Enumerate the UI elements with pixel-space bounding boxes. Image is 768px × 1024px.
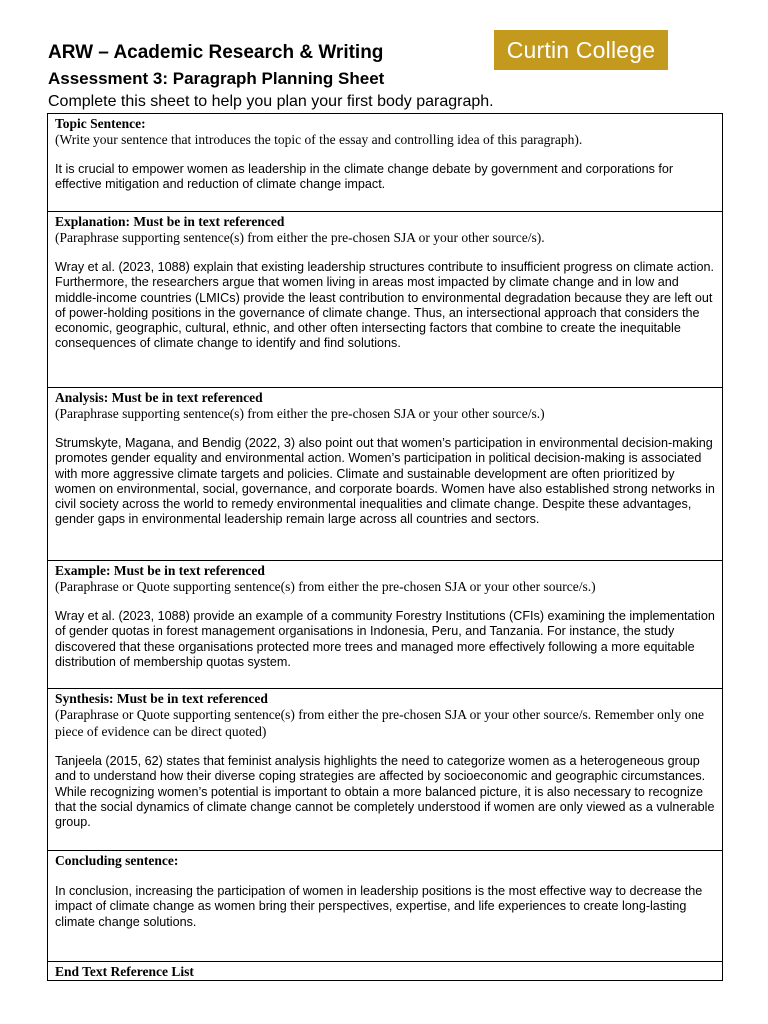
planning-sheet-table [47,113,723,981]
section-title: Concluding sentence: [55,853,179,868]
section-title: Analysis: Must be in text referenced [55,390,263,405]
section-instruction: (Write your sentence that introduces the topic of the essay and controlling idea of this paragraph). [55,132,583,147]
explanation-section [48,212,722,388]
section-body: It is crucial to empower women as leadership in the climate change debate by government and corporations for effective mitigation and reduction of climate change impact. [55,162,674,192]
reference-list-section [48,962,722,981]
example-section [48,561,722,689]
concluding-sentence-section [48,851,722,962]
section-title: Synthesis: Must be in text referenced [55,691,268,706]
curtin-college-logo: Curtin College [494,30,668,70]
section-body: Wray et al. (2023, 1088) provide an example of a community Forestry Institutions (CFIs) examining the implementation of gender quotas in forest management organisations in Indonesia, Peru, and Tanzania. For instance, the study discovered that these organisations protected more trees and managed more effectively following a more equitable distribution of membership quotas system. [55,609,715,669]
section-body: Strumskyte, Magana, and Bendig (2022, 3) also point out that women’s participation in environmental decision-making promotes gender equality and environmental action. Women’s participation in political decision-making is associated with more aggressive climate targets and policies. Climate and sustainable development are often prioritized by women on environmental, social, governance, and corporate boards. Women have also established strong networks in civil society across the world to remedy environmental inequalities and climate change. Despite these advantages, gender gaps in environmental leadership remain large across all countries and sectors. [55,436,715,527]
course-title: ARW – Academic Research & Writing [48,42,384,63]
section-title: End Text Reference List [55,964,194,979]
synthesis-section [48,689,722,851]
analysis-section [48,388,722,561]
section-body: In conclusion, increasing the participation of women in leadership positions is the most effective way to decrease the impact of climate change as women bring their perspectives, expertise, and life experiences to create long-lasting climate change solutions. [55,884,703,929]
section-instruction: (Paraphrase or Quote supporting sentence(s) from either the pre-chosen SJA or your other source/s.) [55,579,596,594]
sheet-instruction: Complete this sheet to help you plan your first body paragraph. [48,93,494,110]
topic-sentence-section [48,114,722,212]
section-instruction: (Paraphrase supporting sentence(s) from either the pre-chosen SJA or your other source/s.) [55,406,545,421]
section-title: Topic Sentence: [55,116,146,131]
section-body: Wray et al. (2023, 1088) explain that existing leadership structures contribute to insufficient progress on climate action. Furthermore, the researchers argue that women living in areas most impacted by climate change and in low and middle-income countries (LMICs) provide the least contribution to environmental degradation because they are left out of power-holding positions in the governance of climate change. Thus, an intersectional approach that considers the economic, geographic, cultural, ethnic, and other often intersecting factors that combine to create the inequitable consequences of climate change to identify and find solutions. [55,260,714,351]
section-instruction: (Paraphrase or Quote supporting sentence(s) from either the pre-chosen SJA or your other source/s. Remember only one piece of evidence can be direct quoted) [55,707,704,739]
section-body: Tanjeela (2015, 62) states that feminist analysis highlights the need to categorize women as a heterogeneous group and to understand how their diverse coping strategies are affected by socioeconomic and geographic circumstances. While recognizing women’s potential is important to obtain a more balanced picture, it is also necessary to recognize that the social dynamics of climate change cannot be completely understood if women are only viewed as a vulnerable group. [55,754,715,830]
assessment-title: Assessment 3: Paragraph Planning Sheet [48,69,385,88]
section-title: Example: Must be in text referenced [55,563,265,578]
section-instruction: (Paraphrase supporting sentence(s) from either the pre-chosen SJA or your other source/s). [55,230,545,245]
section-title: Explanation: Must be in text referenced [55,214,285,229]
